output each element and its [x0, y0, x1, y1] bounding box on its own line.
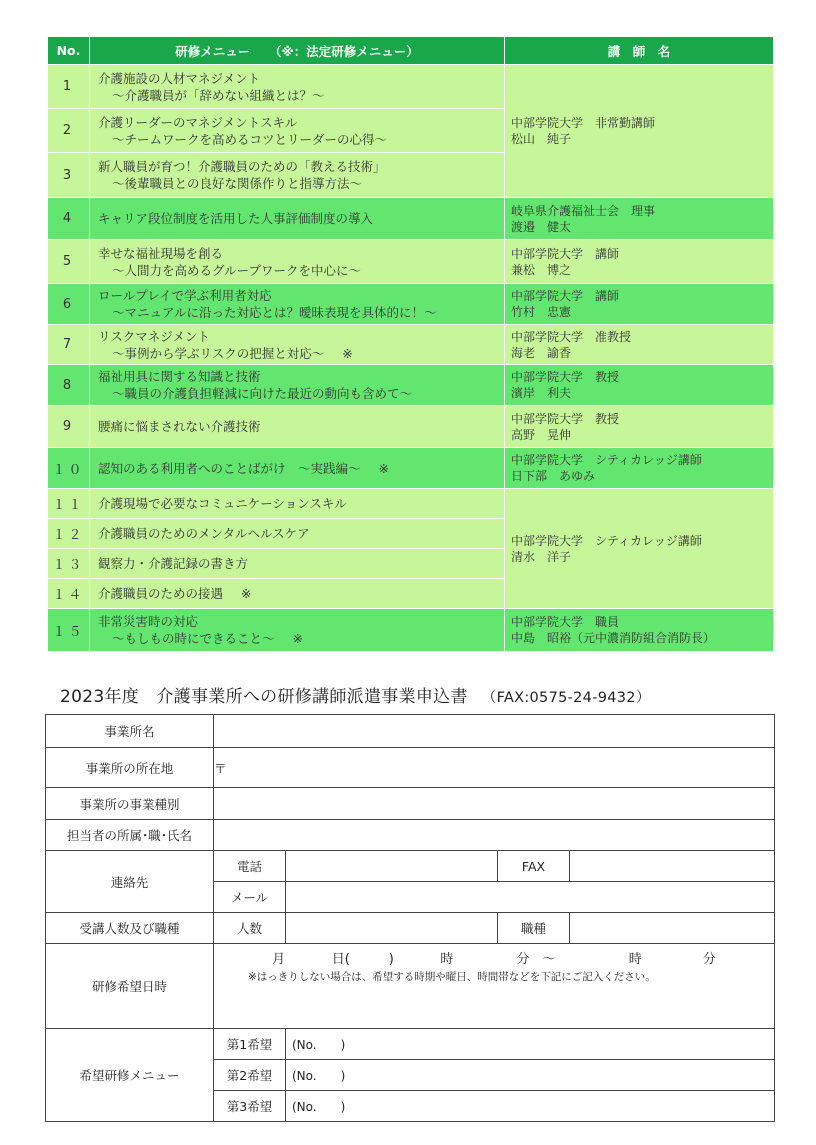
menu-row [48, 609, 774, 652]
menu-title: キャリア段位制度を活用した人事評価制度の導入 [98, 211, 374, 226]
menu-subtitle: ～マニュアルに沿った対応とは？曖昧表現を具体的に！～ [112, 305, 437, 320]
lecturer-name: 兼松 博之 [511, 262, 572, 277]
row-no: １０ [48, 448, 90, 489]
phone-field[interactable] [286, 851, 498, 882]
menu-title: リスクマネジメント [98, 328, 210, 344]
row-no: 2 [48, 109, 90, 153]
menu-subtitle [98, 630, 504, 647]
lecturer-org: 中部学院大学 教授 [511, 411, 620, 426]
lecturer-cell [505, 448, 774, 489]
phone-label: 電話 [214, 851, 286, 882]
application-form [45, 714, 775, 1122]
menu-subtitle [98, 345, 504, 362]
lecturer-name: 高野 晃伸 [511, 427, 572, 442]
training-menu-table [47, 36, 774, 652]
menu-subtitle-text: ～事例から学ぶリスクの把握と対応～ [112, 345, 325, 361]
date-minute-start: 分 ～ [516, 952, 556, 967]
count-label: 人数 [214, 913, 286, 944]
menu-title: 介護リーダーのマネジメントスキル [98, 114, 298, 130]
address-label: 事業所の所在地 [46, 748, 214, 788]
date-line [214, 944, 774, 967]
menu-subtitle: ～人間力を高めるグループワークを中心に～ [112, 262, 362, 278]
choice-2-label: 第2希望 [214, 1060, 286, 1091]
menu-row [48, 198, 774, 240]
lecturer-name: 清水 洋子 [511, 549, 572, 564]
form-row-contact-person [46, 820, 775, 851]
row-menu [90, 609, 505, 652]
row-menu [90, 198, 505, 240]
form-row-address [46, 748, 775, 788]
lecturer-org: 中部学院大学 教授 [511, 370, 620, 384]
contact-label: 連絡先 [46, 851, 214, 913]
lecturer-cell [505, 406, 774, 448]
lecturer-name: 渡邉 健太 [511, 219, 572, 234]
menu-row [48, 65, 774, 109]
office-name-label: 事業所名 [46, 715, 214, 748]
fax-label: FAX [498, 851, 570, 882]
office-type-label: 事業所の事業種別 [46, 788, 214, 820]
form-row-choice-1 [46, 1029, 775, 1060]
legal-mark: ※ [292, 631, 303, 646]
lecturer-org: 中部学院大学 シティカレッジ講師 [511, 533, 702, 548]
job-type-field[interactable] [570, 913, 775, 944]
menu-row [48, 406, 774, 448]
row-menu [90, 284, 505, 325]
row-menu [90, 549, 505, 579]
menu-title: 介護職員のためのメンタルヘルスケア [98, 526, 310, 541]
date-note: ※はっきりしない場合は、希望する時期や曜日、時間帯などを下記にご記入ください。 [248, 971, 656, 983]
lecturer-org: 中部学院大学 シティカレッジ講師 [511, 453, 702, 467]
row-menu [90, 325, 505, 365]
header-lecturer: 講 師 名 [505, 37, 774, 65]
application-form-title [60, 682, 780, 707]
menu-subtitle-text: ～もしもの時にできること～ [112, 631, 275, 646]
participants-label: 受講人数及び職種 [46, 913, 214, 944]
header-no: No. [48, 37, 90, 65]
lecturer-org: 中部学院大学 講師 [511, 289, 620, 303]
menu-title: 介護職員のための接遇 [98, 586, 224, 601]
row-no: 5 [48, 240, 90, 284]
lecturer-name: 日下部 あゆみ [511, 469, 596, 483]
date-field[interactable] [214, 944, 775, 1029]
menu-subtitle: ～チームワークを高めるコツとリーダーの心得～ [112, 131, 388, 147]
office-name-field[interactable] [214, 715, 775, 748]
row-no: 6 [48, 284, 90, 325]
postal-mark: 〒 [214, 760, 227, 776]
menu-title: 腰痛に悩まされない介護技術 [98, 419, 261, 434]
lecturer-cell [505, 325, 774, 365]
lecturer-name: 松山 純子 [511, 132, 572, 146]
date-month: 月 [272, 952, 286, 967]
count-field[interactable] [286, 913, 498, 944]
choice-3-field[interactable]: (No. ) [286, 1091, 775, 1122]
date-minute-end: 分 [702, 952, 716, 967]
row-no: １３ [48, 549, 90, 579]
row-no: １２ [48, 519, 90, 549]
menu-row [48, 284, 774, 325]
menu-header-row [48, 37, 774, 65]
legal-mark: ※ [378, 460, 389, 476]
row-menu [90, 109, 505, 153]
row-no: 4 [48, 198, 90, 240]
choice-1-label: 第1希望 [214, 1029, 286, 1060]
lecturer-name: 海老 諭香 [511, 345, 572, 360]
office-type-field[interactable] [214, 788, 775, 820]
lecturer-name: 中島 昭裕（元中濃消防組合消防長） [511, 631, 716, 645]
menu-row [48, 489, 774, 519]
lecturer-cell [505, 284, 774, 325]
form-title-text: 2023年度 介護事業所への研修講師派遣事業申込書 [60, 687, 468, 707]
menu-title: ロールプレイで学ぶ利用者対応 [98, 288, 272, 303]
job-type-label: 職種 [498, 913, 570, 944]
contact-person-field[interactable] [214, 820, 775, 851]
menu-title: 幸せな福祉現場を創る [98, 245, 224, 261]
menu-title: 介護施設の人材マネジメント [98, 70, 261, 86]
menu-row [48, 365, 774, 406]
menu-row [48, 240, 774, 284]
contact-person-label: 担当者の所属･職･氏名 [46, 820, 214, 851]
fax-field[interactable] [570, 851, 775, 882]
row-no: 7 [48, 325, 90, 365]
row-no: 1 [48, 65, 90, 109]
fax-number: （FAX:0575-24-9432） [481, 690, 651, 706]
row-menu [90, 579, 505, 609]
form-row-office-type [46, 788, 775, 820]
form-row-participants [46, 913, 775, 944]
choice-1-field[interactable]: (No. ) [286, 1029, 775, 1060]
address-field[interactable] [214, 748, 775, 788]
menu-title: 介護現場で必要なコミュニケーションスキル [98, 496, 347, 511]
row-no: 3 [48, 153, 90, 198]
row-menu [90, 519, 505, 549]
row-menu [90, 489, 505, 519]
lecturer-org: 中部学院大学 講師 [511, 246, 620, 261]
legal-mark: ※ [241, 586, 252, 601]
menu-row [48, 448, 774, 489]
lecturer-org: 岐阜県介護福祉士会 理事 [511, 203, 656, 218]
row-menu [90, 153, 505, 198]
menu-title: 認知のある利用者へのことばがけ ～実践編～ [98, 460, 361, 476]
legal-mark: ※ [342, 345, 353, 361]
lecturer-cell [505, 198, 774, 240]
lecturer-cell [505, 609, 774, 652]
form-row-office-name [46, 715, 775, 748]
row-menu [90, 65, 505, 109]
row-no: 8 [48, 365, 90, 406]
row-no: 9 [48, 406, 90, 448]
lecturer-cell [505, 240, 774, 284]
menu-subtitle: ～職員の介護負担軽減に向けた最近の動向も含めて～ [112, 386, 413, 401]
form-row-date [46, 944, 775, 1029]
email-label: メール [214, 882, 286, 913]
lecturer-name: 濱岸 利夫 [511, 386, 572, 400]
lecturer-name: 竹村 忠憲 [511, 305, 572, 319]
lecturer-cell [505, 365, 774, 406]
lecturer-org: 中部学院大学 職員 [511, 615, 620, 629]
row-menu [90, 406, 505, 448]
lecturer-org: 中部学院大学 准教授 [511, 329, 632, 344]
date-label: 研修希望日時 [46, 944, 214, 1029]
menu-title: 観察力・介護記録の書き方 [98, 556, 249, 571]
row-menu [90, 448, 505, 489]
form-row-contact-phone [46, 851, 775, 882]
row-no: １１ [48, 489, 90, 519]
menu-row [48, 325, 774, 365]
email-field[interactable] [286, 882, 775, 913]
menu-subtitle: ～介護職員が「辞めない組織とは？～ [112, 87, 325, 103]
row-no: １５ [48, 609, 90, 652]
menu-title: 非常災害時の対応 [98, 614, 199, 629]
lecturer-cell [505, 489, 774, 609]
menu-choice-label: 希望研修メニュー [46, 1029, 214, 1122]
choice-2-field[interactable]: (No. ) [286, 1060, 775, 1091]
lecturer-cell [505, 65, 774, 198]
menu-title: 福祉用具に関する知識と技術 [98, 369, 261, 384]
date-hour-end: 時 [628, 952, 642, 967]
date-day: 日( ) [331, 952, 394, 967]
lecturer-org: 中部学院大学 非常勤講師 [511, 116, 656, 130]
choice-3-label: 第3希望 [214, 1091, 286, 1122]
menu-subtitle: ～後輩職員との良好な関係作りと指導方法～ [112, 176, 363, 191]
menu-title: 新人職員が育つ！介護職員のための「教える技術」 [98, 159, 386, 174]
row-no: １４ [48, 579, 90, 609]
row-menu [90, 240, 505, 284]
date-hour-start: 時 [440, 952, 454, 967]
header-menu: 研修メニュー （※：法定研修メニュー） [90, 37, 505, 65]
row-menu [90, 365, 505, 406]
